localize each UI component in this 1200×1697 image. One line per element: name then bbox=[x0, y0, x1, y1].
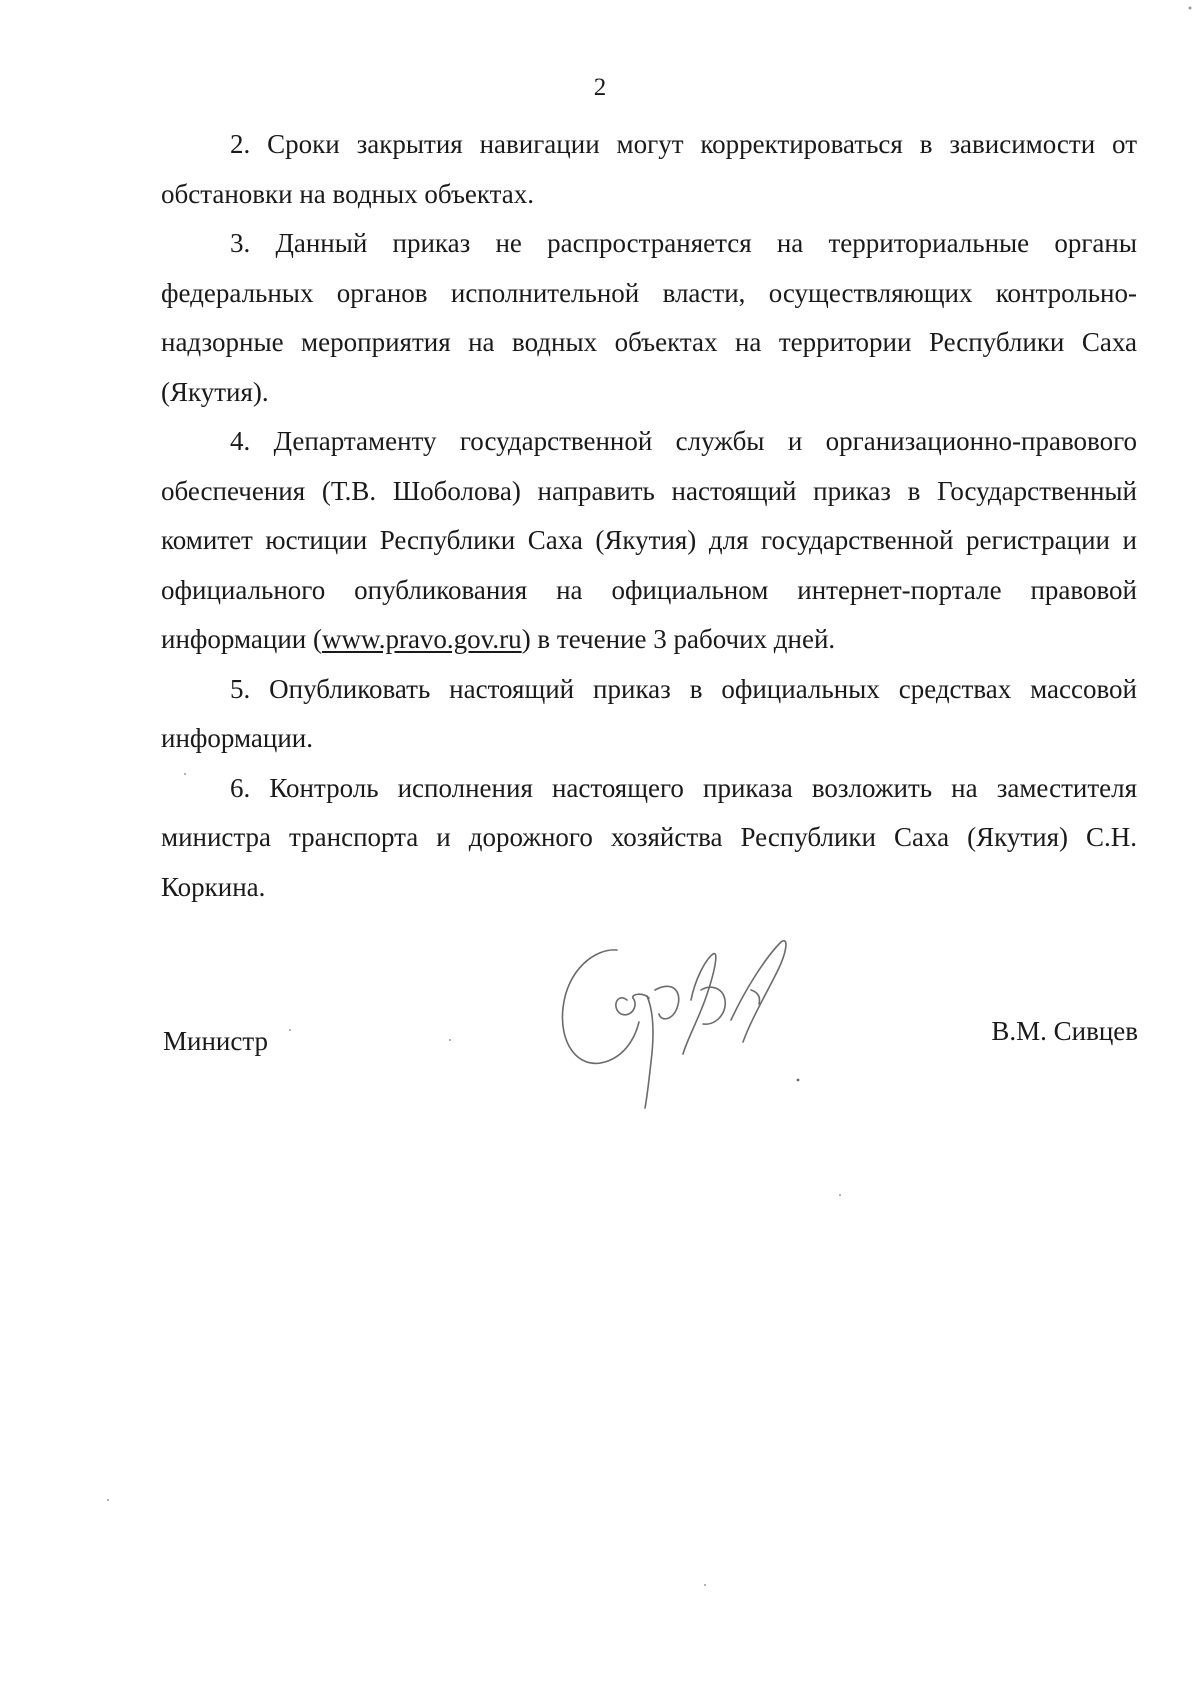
signatory-title: Министр bbox=[163, 1026, 268, 1056]
paragraph-item-3: 3. Данный приказ не распространяется на территориальные органы федеральных органов исполнительной власти, осуществляющих контрольно-надзорные мероприятия на водных объектах на территории Республики Саха (Якутия). bbox=[161, 228, 1137, 407]
paragraph-item-6: 6. Контроль исполнения настоящего приказа возложить на заместителя министра транспорта и дорожного хозяйства Республики Саха (Якутия) С.Н. Коркина. bbox=[161, 772, 1137, 902]
signature-block bbox=[0, 910, 1200, 1110]
paragraph-item-2: 2. Сроки закрытия навигации могут корректироваться в зависимости от обстановки на водных объектах. bbox=[161, 129, 1137, 209]
paragraph-item-4-text-after: ) в течение 3 рабочих дней. bbox=[521, 624, 836, 654]
handwritten-signature bbox=[555, 930, 855, 1130]
signatory-name: В.М. Сивцев bbox=[991, 1016, 1138, 1046]
document-body bbox=[161, 120, 1137, 912]
page-number: 2 bbox=[593, 74, 607, 101]
pravo-link[interactable]: www.pravo.gov.ru bbox=[321, 624, 522, 654]
paragraph-item-4-text-before: 4. Департаменту государственной службы и организационно-правового обеспечения (Т.В. Шоболова) направить настоящий приказ в Государственный комитет юстиции Республики Саха (Якутия) для государственной регистрации и официального опубликования на официальном интернет-портале правовой информации ( bbox=[161, 426, 1137, 654]
paragraph-item-4 bbox=[161, 417, 1137, 665]
paragraph-item-5: 5. Опубликовать настоящий приказ в официальных средствах массовой информации. bbox=[161, 673, 1137, 753]
